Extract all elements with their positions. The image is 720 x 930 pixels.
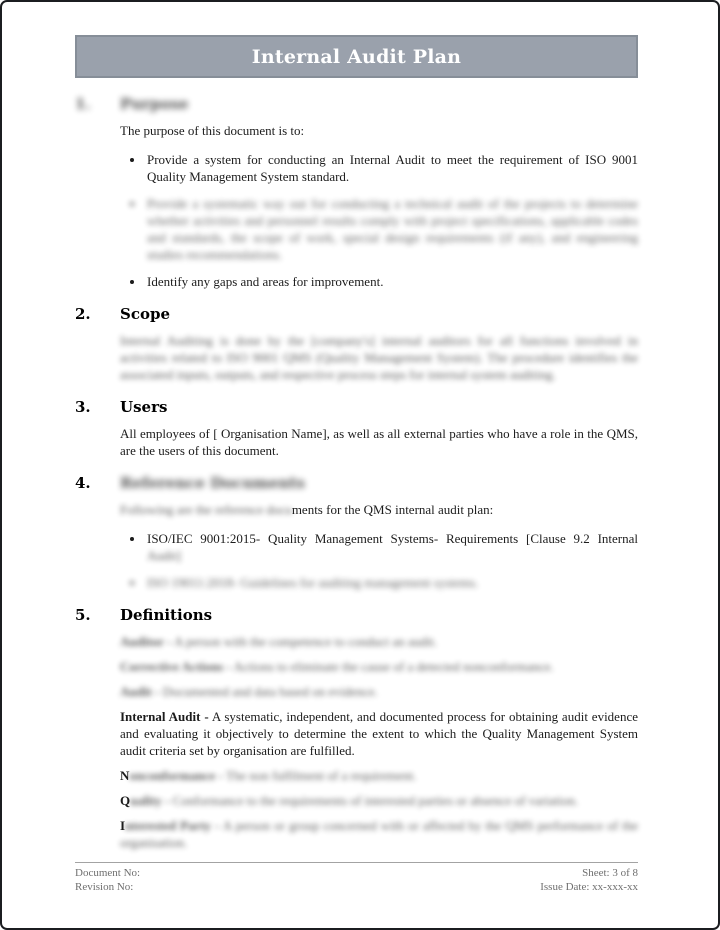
revision-no-label: Revision No: [75, 880, 134, 893]
definition-corrective-actions-redacted [120, 658, 638, 675]
references-intro-redacted: Following are the reference docu [120, 502, 292, 517]
footer-left [75, 867, 140, 894]
definition-lead: Q [120, 793, 131, 808]
definition-text: A person with the competence to conduct an audit. [171, 634, 438, 649]
section-users [75, 398, 638, 459]
purpose-intro: The purpose of this document is to: [120, 123, 305, 138]
reference-line-2-redacted: Audit] [147, 548, 181, 563]
document-title-banner [75, 35, 638, 78]
definition-text: Documented and data based on evidence. [159, 684, 378, 699]
section-heading [75, 305, 638, 323]
reference-line-1: • ISO/IEC 9001:2015- Quality Management Systems- Requirements [Clause 9.2 Internal [147, 531, 638, 546]
definition-term: Internal Audit - [120, 709, 209, 724]
purpose-bullet-list [120, 151, 638, 290]
section-number: 2. [75, 305, 91, 323]
definition-text: The non fulfilment of a requirement. [222, 768, 417, 783]
document-title: Internal Audit Plan [251, 45, 462, 68]
section-number: 3. [75, 398, 91, 416]
definition-text: A systematic, independent, and documented process for obtaining audit evidence and evaluating it objectively to determine the extent to which the Quality Management System audit criteria set by organisation are fulfilled. [120, 709, 638, 758]
section-title: Scope [120, 305, 171, 323]
bullet-item [145, 530, 638, 564]
definition-text: A person or group concerned with or affected by the QMS performance of the organisation. [120, 818, 638, 850]
definition-term: uality - [130, 793, 170, 808]
users-paragraph: All employees of [ Organisation Name], as well as all external parties who have a role in the QMS, are the users of this document. [120, 426, 638, 458]
document-no-label: Document No: [75, 867, 141, 879]
references-bullet-list [120, 530, 638, 591]
definition-term: Auditor - [120, 634, 172, 649]
definition-audit-redacted [120, 683, 638, 700]
section-title: Purpose [120, 95, 189, 113]
document-content [2, 35, 718, 851]
definition-lead: N [120, 768, 130, 783]
bullet-item-redacted: • ISO 19011:2018- Guidelines for auditing management systems. [145, 574, 638, 591]
definition-text: Conformance to the requirements of interested parties or absence of variation. [169, 793, 579, 808]
section-definitions [75, 606, 638, 851]
section-title: Users [120, 398, 168, 416]
section-reference-documents [75, 474, 638, 591]
footer-divider [75, 862, 638, 863]
definition-lead: I [120, 818, 126, 833]
section-heading [75, 474, 638, 492]
section-heading [75, 398, 638, 416]
section-number: 5. [75, 606, 91, 624]
definition-quality-redacted [120, 792, 638, 809]
definition-interested-party-redacted [120, 817, 638, 851]
definition-term: Corrective Actions - [120, 659, 231, 674]
section-number: 1. [75, 95, 91, 113]
section-heading [75, 95, 638, 113]
sheet-number: Sheet: 3 of 8 [582, 867, 638, 879]
definition-term: Audit - [120, 684, 160, 699]
scope-paragraph-redacted: Internal Auditing is done by the [company's] internal auditors for all functions involved in activities related to ISO 9001 QMS (Quality Management System). The procedure identifies the associated inputs, outputs, and respective process steps for internal system auditing. [120, 333, 638, 382]
section-number: 4. [75, 474, 91, 492]
section-heading [75, 606, 638, 624]
bullet-item-redacted: • Provide a systematic way out for conducting a technical audit of the projects to determine whether activities and personnel results comply with project specifications, applicable codes and standards, the scope of work, special design requirements (if any), and engineering studies recommendations. [145, 195, 638, 263]
definition-term: nterested Party - [125, 818, 220, 833]
section-title: Definitions [120, 606, 213, 624]
definition-nonconformance-redacted [120, 767, 638, 784]
section-title-redacted: Reference Documents [120, 474, 306, 492]
definition-term: onconformance - [129, 768, 223, 783]
references-intro-clear: ments for the QMS internal audit plan: [291, 502, 494, 517]
bullet-item: • Identify any gaps and areas for improvement. [145, 273, 638, 290]
definition-internal-audit [120, 708, 638, 759]
definition-auditor-redacted [120, 633, 638, 650]
section-scope [75, 305, 638, 383]
issue-date: Issue Date: xx-xxx-xx [540, 880, 638, 893]
definition-text: Actions to eliminate the cause of a detected nonconformance. [230, 659, 554, 674]
references-intro [120, 501, 638, 518]
section-purpose [75, 95, 638, 290]
bullet-item: • Provide a system for conducting an Internal Audit to meet the requirement of ISO 9001 Quality Management System standard. [145, 151, 638, 185]
footer-right [540, 867, 638, 894]
page-footer [75, 862, 638, 894]
